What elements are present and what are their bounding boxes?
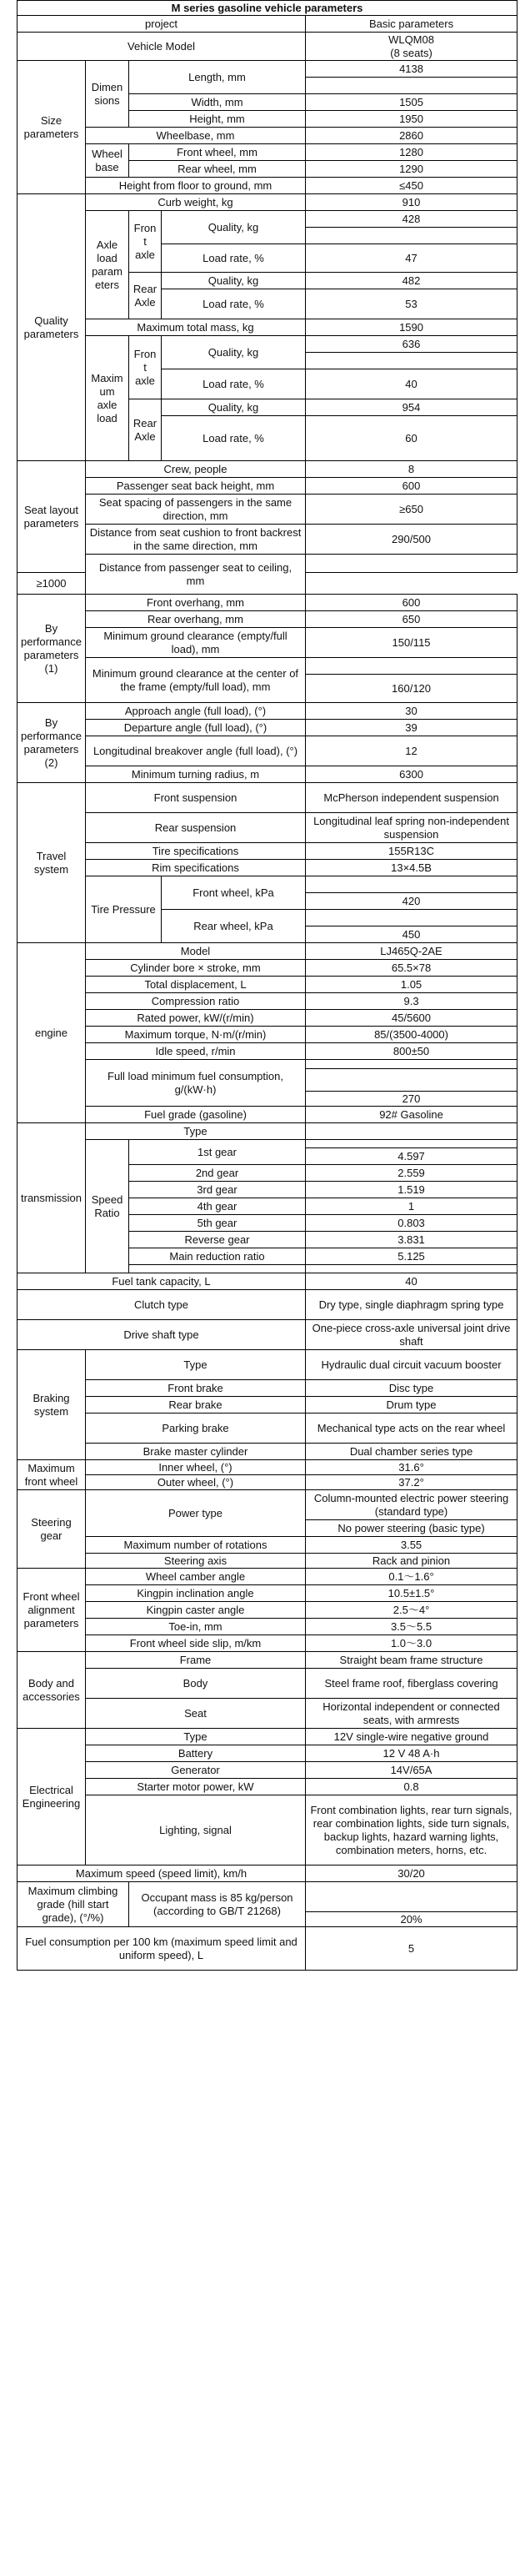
table-row bbox=[18, 960, 518, 977]
table-cell: Cylinder bore × stroke, mm bbox=[86, 960, 306, 977]
table-cell: 3.831 bbox=[306, 1232, 518, 1248]
table-cell: 1590 bbox=[306, 319, 518, 336]
table-cell: 8 bbox=[306, 461, 518, 478]
table-row bbox=[18, 1927, 518, 1971]
table-cell: Horizontal independent or connected seats, with armrests bbox=[306, 1699, 518, 1729]
table-cell: 0.803 bbox=[306, 1215, 518, 1232]
table-cell: 954 bbox=[306, 399, 518, 416]
table-cell: Power type bbox=[86, 1490, 306, 1537]
table-cell: Seat layout parameters bbox=[18, 461, 86, 573]
table-row bbox=[18, 1779, 518, 1795]
table-cell: 9.3 bbox=[306, 993, 518, 1010]
table-cell: Dimensions bbox=[86, 61, 129, 128]
table-cell: WLQM08 (8 seats) bbox=[306, 33, 518, 61]
table-row bbox=[18, 1537, 518, 1554]
table-cell: transmission bbox=[18, 1123, 86, 1273]
table-cell: 155R13C bbox=[306, 843, 518, 860]
table-row bbox=[18, 194, 518, 211]
table-cell: ≥1000 bbox=[18, 573, 86, 595]
table-cell: Maximum speed (speed limit), km/h bbox=[18, 1865, 306, 1882]
table-cell: 1290 bbox=[306, 161, 518, 178]
table-cell: LJ465Q-2AE bbox=[306, 943, 518, 960]
table-cell: Full load minimum fuel consumption, g/(kW·h) bbox=[86, 1060, 306, 1107]
table-cell: Longitudinal breakover angle (full load), (°) bbox=[86, 736, 306, 766]
table-cell: 450 bbox=[306, 926, 518, 943]
table-cell: Fuel grade (gasoline) bbox=[86, 1107, 306, 1123]
table-cell bbox=[306, 910, 518, 926]
table-cell bbox=[306, 555, 518, 573]
table-cell: Front wheel side slip, m/km bbox=[86, 1635, 306, 1652]
table-cell: By performance parameters (2) bbox=[18, 703, 86, 783]
table-cell bbox=[306, 1140, 518, 1148]
table-cell: Occupant mass is 85 kg/person (according to GB/T 21268) bbox=[129, 1882, 306, 1927]
table-cell bbox=[306, 1060, 518, 1069]
table-row bbox=[18, 1320, 518, 1350]
table-row bbox=[18, 1795, 518, 1865]
table-cell: 420 bbox=[306, 893, 518, 910]
table-row bbox=[18, 1652, 518, 1669]
table-cell bbox=[306, 1123, 518, 1140]
table-cell: 12 bbox=[306, 736, 518, 766]
table-cell bbox=[306, 353, 518, 369]
table-cell: Front brake bbox=[86, 1380, 306, 1397]
table-cell: Reverse gear bbox=[129, 1232, 306, 1248]
table-cell: 1.0～3.0 bbox=[306, 1635, 518, 1652]
table-row bbox=[18, 461, 518, 478]
table-row bbox=[18, 977, 518, 993]
table-cell: Crew, people bbox=[86, 461, 306, 478]
table-row bbox=[18, 1140, 518, 1148]
table-cell: Battery bbox=[86, 1745, 306, 1762]
table-row bbox=[18, 61, 518, 78]
table-row bbox=[18, 843, 518, 860]
table-cell: Rim specifications bbox=[86, 860, 306, 876]
table-cell: Quality, kg bbox=[162, 211, 306, 244]
table-cell: Total displacement, L bbox=[86, 977, 306, 993]
table-cell: 1.519 bbox=[306, 1182, 518, 1198]
table-row bbox=[18, 1460, 518, 1475]
table-cell: 600 bbox=[306, 478, 518, 495]
table-cell: Rear suspension bbox=[86, 813, 306, 843]
table-cell: Height, mm bbox=[129, 111, 306, 128]
table-row bbox=[18, 1745, 518, 1762]
table-cell: Speed Ratio bbox=[86, 1140, 129, 1273]
table-cell bbox=[129, 1265, 306, 1273]
table-cell: 45/5600 bbox=[306, 1010, 518, 1027]
table-cell: 14V/65A bbox=[306, 1762, 518, 1779]
table-row bbox=[18, 813, 518, 843]
table-cell: Axle load parameters bbox=[86, 211, 129, 319]
table-cell: Braking system bbox=[18, 1350, 86, 1460]
table-cell: McPherson independent suspension bbox=[306, 783, 518, 813]
table-cell: Load rate, % bbox=[162, 244, 306, 273]
table-cell: Rear wheel, mm bbox=[129, 161, 306, 178]
table-row bbox=[18, 1414, 518, 1444]
table-cell: 1950 bbox=[306, 111, 518, 128]
table-cell: Inner wheel, (°) bbox=[86, 1460, 306, 1475]
table-row bbox=[18, 555, 518, 573]
table-cell: Generator bbox=[86, 1762, 306, 1779]
table-cell: Front overhang, mm bbox=[86, 595, 306, 611]
table-cell: 40 bbox=[306, 1273, 518, 1290]
table-cell: Travel system bbox=[18, 783, 86, 943]
table-cell: Rear overhang, mm bbox=[86, 611, 306, 628]
table-cell: engine bbox=[18, 943, 86, 1123]
table-cell: Maximum front wheel bbox=[18, 1460, 86, 1490]
table-cell: Disc type bbox=[306, 1380, 518, 1397]
table-cell: Minimum turning radius, m bbox=[86, 766, 306, 783]
table-cell: Electrical Engineering bbox=[18, 1729, 86, 1865]
parameter-table bbox=[17, 0, 518, 1971]
table-cell: 10.5±1.5° bbox=[306, 1585, 518, 1602]
table-cell: Front axle bbox=[129, 336, 162, 399]
title-row bbox=[18, 1, 518, 16]
table-cell: 1 bbox=[306, 1198, 518, 1215]
table-cell: Parking brake bbox=[86, 1414, 306, 1444]
table-cell: 3.55 bbox=[306, 1537, 518, 1554]
table-cell: 636 bbox=[306, 336, 518, 353]
table-cell: Rack and pinion bbox=[306, 1554, 518, 1569]
table-cell: Maximum total mass, kg bbox=[86, 319, 306, 336]
table-row bbox=[18, 128, 518, 144]
table-cell: Maximum axle load bbox=[86, 336, 129, 461]
table-row bbox=[18, 1882, 518, 1912]
table-cell: 65.5×78 bbox=[306, 960, 518, 977]
table-cell: Basic parameters bbox=[306, 16, 518, 33]
table-cell: 0.1～1.6° bbox=[306, 1569, 518, 1585]
table-cell: Load rate, % bbox=[162, 416, 306, 461]
table-cell: Main reduction ratio bbox=[129, 1248, 306, 1265]
table-cell: Wheel camber angle bbox=[86, 1569, 306, 1585]
table-cell: Body bbox=[86, 1669, 306, 1699]
table-cell: 650 bbox=[306, 611, 518, 628]
table-row bbox=[18, 336, 518, 353]
table-cell: 5th gear bbox=[129, 1215, 306, 1232]
table-cell: Model bbox=[86, 943, 306, 960]
table-cell bbox=[306, 228, 518, 244]
table-row bbox=[18, 1060, 518, 1069]
table-cell: 600 bbox=[306, 595, 518, 611]
table-cell: Departure angle (full load), (°) bbox=[86, 720, 306, 736]
table-row bbox=[18, 1350, 518, 1380]
table-row bbox=[18, 1602, 518, 1619]
table-row bbox=[18, 628, 518, 658]
table-row bbox=[18, 1865, 518, 1882]
table-row bbox=[18, 1475, 518, 1490]
table-cell: Front wheel, kPa bbox=[162, 876, 306, 910]
table-row bbox=[18, 1554, 518, 1569]
table-cell: 53 bbox=[306, 289, 518, 319]
table-row bbox=[18, 478, 518, 495]
table-row bbox=[18, 766, 518, 783]
table-row bbox=[18, 1569, 518, 1585]
table-cell bbox=[306, 1069, 518, 1092]
table-row bbox=[18, 611, 518, 628]
table-cell: Rated power, kW/(r/min) bbox=[86, 1010, 306, 1027]
table-cell: Kingpin inclination angle bbox=[86, 1585, 306, 1602]
table-cell: Length, mm bbox=[129, 61, 306, 94]
table-row bbox=[18, 658, 518, 675]
table-cell: Width, mm bbox=[129, 94, 306, 111]
table-cell bbox=[306, 1265, 518, 1273]
table-row bbox=[18, 736, 518, 766]
table-cell: 290/500 bbox=[306, 525, 518, 555]
table-cell: Clutch type bbox=[18, 1290, 306, 1320]
table-row bbox=[18, 33, 518, 61]
table-cell: 428 bbox=[306, 211, 518, 228]
table-cell: Steering gear bbox=[18, 1490, 86, 1569]
table-cell: 150/115 bbox=[306, 628, 518, 658]
table-cell: Idle speed, r/min bbox=[86, 1043, 306, 1060]
table-cell: 3.5～5.5 bbox=[306, 1619, 518, 1635]
table-row bbox=[18, 1107, 518, 1123]
table-row bbox=[18, 993, 518, 1010]
table-cell: 12 V 48 A·h bbox=[306, 1745, 518, 1762]
table-cell: Wheelbase bbox=[86, 144, 129, 178]
table-row bbox=[18, 1490, 518, 1520]
table-cell: Straight beam frame structure bbox=[306, 1652, 518, 1669]
table-row bbox=[18, 178, 518, 194]
table-cell: 12V single-wire negative ground bbox=[306, 1729, 518, 1745]
table-cell: Minimum ground clearance (empty/full load), mm bbox=[86, 628, 306, 658]
table-row bbox=[18, 1123, 518, 1140]
table-cell: 1st gear bbox=[129, 1140, 306, 1165]
table-cell: 4.597 bbox=[306, 1148, 518, 1165]
table-cell: Size parameters bbox=[18, 61, 86, 194]
table-cell: Load rate, % bbox=[162, 289, 306, 319]
table-cell: Mechanical type acts on the rear wheel bbox=[306, 1414, 518, 1444]
table-row bbox=[18, 1027, 518, 1043]
table-cell: Distance from seat cushion to front backrest in the same direction, mm bbox=[86, 525, 306, 555]
table-row bbox=[18, 1273, 518, 1290]
table-cell: Compression ratio bbox=[86, 993, 306, 1010]
table-row bbox=[18, 1290, 518, 1320]
table-row bbox=[18, 16, 518, 33]
table-row bbox=[18, 1010, 518, 1027]
table-cell: Rear wheel, kPa bbox=[162, 910, 306, 943]
table-cell: Frame bbox=[86, 1652, 306, 1669]
table-cell bbox=[306, 876, 518, 893]
table-cell: Distance from passenger seat to ceiling, mm bbox=[86, 555, 306, 595]
table-cell: Seat spacing of passengers in the same direction, mm bbox=[86, 495, 306, 525]
table-row bbox=[18, 319, 518, 336]
table-cell bbox=[306, 78, 518, 94]
table-cell: 40 bbox=[306, 369, 518, 399]
table-cell: Quality, kg bbox=[162, 273, 306, 289]
table-cell: 2860 bbox=[306, 128, 518, 144]
table-cell: Brake master cylinder bbox=[86, 1444, 306, 1460]
table-cell: One-piece cross-axle universal joint drive shaft bbox=[306, 1320, 518, 1350]
table-row bbox=[18, 1380, 518, 1397]
table-cell: Toe-in, mm bbox=[86, 1619, 306, 1635]
table-cell: No power steering (basic type) bbox=[306, 1520, 518, 1537]
table-row bbox=[18, 211, 518, 228]
table-cell: 37.2° bbox=[306, 1475, 518, 1490]
table-cell: Body and accessories bbox=[18, 1652, 86, 1729]
table-cell: 5 bbox=[306, 1927, 518, 1971]
table-cell: Approach angle (full load), (°) bbox=[86, 703, 306, 720]
table-cell: Steel frame roof, fiberglass covering bbox=[306, 1669, 518, 1699]
table-row bbox=[18, 144, 518, 161]
table-cell: ≥650 bbox=[306, 495, 518, 525]
table-cell: Rear Axle bbox=[129, 273, 162, 319]
table-cell: Dual chamber series type bbox=[306, 1444, 518, 1460]
table-cell: Maximum number of rotations bbox=[86, 1537, 306, 1554]
table-cell: Load rate, % bbox=[162, 369, 306, 399]
table-cell: Tire specifications bbox=[86, 843, 306, 860]
table-title: M series gasoline vehicle parameters bbox=[18, 1, 518, 16]
table-cell: 800±50 bbox=[306, 1043, 518, 1060]
table-row bbox=[18, 595, 518, 611]
table-cell: 39 bbox=[306, 720, 518, 736]
table-cell: Tire Pressure bbox=[86, 876, 162, 943]
table-cell: Vehicle Model bbox=[18, 33, 306, 61]
table-cell: Fuel tank capacity, L bbox=[18, 1273, 306, 1290]
table-cell: 47 bbox=[306, 244, 518, 273]
table-cell: 31.6° bbox=[306, 1460, 518, 1475]
table-cell: 2nd gear bbox=[129, 1165, 306, 1182]
table-cell: Front suspension bbox=[86, 783, 306, 813]
table-cell: 60 bbox=[306, 416, 518, 461]
table-cell: 1280 bbox=[306, 144, 518, 161]
table-cell: Height from floor to ground, mm bbox=[86, 178, 306, 194]
table-cell: 4th gear bbox=[129, 1198, 306, 1215]
table-cell: ≤450 bbox=[306, 178, 518, 194]
table-row bbox=[18, 1619, 518, 1635]
table-cell: Front wheel alignment parameters bbox=[18, 1569, 86, 1652]
table-cell: 2.5～4° bbox=[306, 1602, 518, 1619]
table-cell: 1.05 bbox=[306, 977, 518, 993]
table-row bbox=[18, 1585, 518, 1602]
table-cell: Lighting, signal bbox=[86, 1795, 306, 1865]
table-cell: Wheelbase, mm bbox=[86, 128, 306, 144]
table-cell: 92# Gasoline bbox=[306, 1107, 518, 1123]
table-cell: Hydraulic dual circuit vacuum booster bbox=[306, 1350, 518, 1380]
table-cell bbox=[306, 1882, 518, 1912]
table-cell: Minimum ground clearance at the center of the frame (empty/full load), mm bbox=[86, 658, 306, 703]
table-cell: 0.8 bbox=[306, 1779, 518, 1795]
table-cell: 1505 bbox=[306, 94, 518, 111]
table-cell: 5.125 bbox=[306, 1248, 518, 1265]
table-row bbox=[18, 943, 518, 960]
table-row bbox=[18, 1043, 518, 1060]
table-cell: 160/120 bbox=[306, 675, 518, 703]
table-cell: Longitudinal leaf spring non-independent suspension bbox=[306, 813, 518, 843]
table-cell: 910 bbox=[306, 194, 518, 211]
table-cell: Quality parameters bbox=[18, 194, 86, 461]
table-row bbox=[18, 1699, 518, 1729]
table-cell: Dry type, single diaphragm spring type bbox=[306, 1290, 518, 1320]
table-cell: Fuel consumption per 100 km (maximum speed limit and uniform speed), L bbox=[18, 1927, 306, 1971]
table-cell: 2.559 bbox=[306, 1165, 518, 1182]
table-row bbox=[18, 495, 518, 525]
table-row bbox=[18, 1729, 518, 1745]
table-cell: 482 bbox=[306, 273, 518, 289]
table-cell: 13×4.5B bbox=[306, 860, 518, 876]
table-cell: 30/20 bbox=[306, 1865, 518, 1882]
table-cell: Steering axis bbox=[86, 1554, 306, 1569]
table-row bbox=[18, 703, 518, 720]
table-cell: Front wheel, mm bbox=[129, 144, 306, 161]
table-row bbox=[18, 1669, 518, 1699]
table-cell: 6300 bbox=[306, 766, 518, 783]
table-row bbox=[18, 783, 518, 813]
table-cell: Maximum climbing grade (hill start grade), (°/%) bbox=[18, 1882, 129, 1927]
table-cell: Outer wheel, (°) bbox=[86, 1475, 306, 1490]
table-cell: 270 bbox=[306, 1092, 518, 1107]
table-cell: Column-mounted electric power steering (standard type) bbox=[306, 1490, 518, 1520]
table-cell: Starter motor power, kW bbox=[86, 1779, 306, 1795]
table-row bbox=[18, 1444, 518, 1460]
table-cell: By performance parameters (1) bbox=[18, 595, 86, 703]
table-row bbox=[18, 525, 518, 555]
table-cell: Quality, kg bbox=[162, 336, 306, 369]
table-cell: Type bbox=[86, 1729, 306, 1745]
table-row bbox=[18, 1635, 518, 1652]
table-cell: Kingpin caster angle bbox=[86, 1602, 306, 1619]
table-row bbox=[18, 876, 518, 893]
table-cell: project bbox=[18, 16, 306, 33]
table-cell: Type bbox=[86, 1123, 306, 1140]
table-row bbox=[18, 720, 518, 736]
table-cell: Drum type bbox=[306, 1397, 518, 1414]
table-cell: 3rd gear bbox=[129, 1182, 306, 1198]
table-row bbox=[18, 1762, 518, 1779]
table-cell: Seat bbox=[86, 1699, 306, 1729]
table-cell: 30 bbox=[306, 703, 518, 720]
table-cell: Rear brake bbox=[86, 1397, 306, 1414]
table-row bbox=[18, 1397, 518, 1414]
table-cell: Rear Axle bbox=[129, 399, 162, 461]
table-row bbox=[18, 860, 518, 876]
table-cell: Curb weight, kg bbox=[86, 194, 306, 211]
table-cell bbox=[306, 658, 518, 675]
table-cell: Quality, kg bbox=[162, 399, 306, 416]
table-cell: Passenger seat back height, mm bbox=[86, 478, 306, 495]
table-cell: Front combination lights, rear turn signals, rear combination lights, side turn signals, backup lights, hazard warning lights, combination meters, horns, etc. bbox=[306, 1795, 518, 1865]
table-cell: Front axle bbox=[129, 211, 162, 273]
table-cell: Type bbox=[86, 1350, 306, 1380]
table-cell: 85/(3500-4000) bbox=[306, 1027, 518, 1043]
table-cell: 20% bbox=[306, 1912, 518, 1927]
table-cell: Maximum torque, N·m/(r/min) bbox=[86, 1027, 306, 1043]
table-cell: Drive shaft type bbox=[18, 1320, 306, 1350]
table-cell: 4138 bbox=[306, 61, 518, 78]
